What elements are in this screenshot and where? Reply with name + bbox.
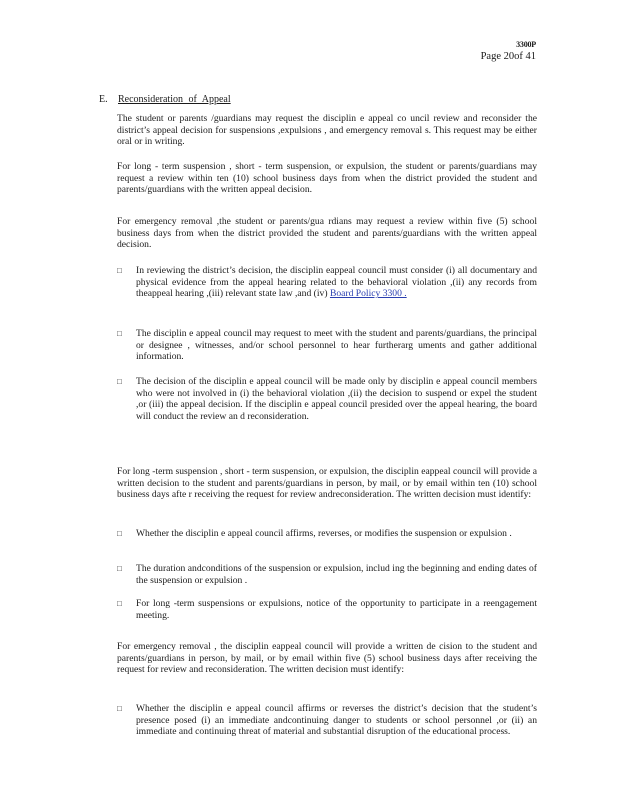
bullet-glyph: □ (117, 564, 122, 573)
bullet-affirms (117, 528, 537, 540)
bullet-text: The disciplin e appeal council may request to meet with the student and parents/guardians, the principal or designee , witnesses, and/or school personnel to hear furtherarg uments and gather additional information. (136, 328, 537, 363)
section-title: Reconsideration of Appeal (118, 94, 231, 105)
paragraph-long-term-request: For long - term suspension , short - term suspension, or expulsion, the student or parents/guardians may request a review within ten (10) school business days from when the district provided the student and parents/guardians with the written appeal decision. (117, 161, 537, 196)
bullet-reviewing (117, 265, 537, 300)
bullet-text: Whether the disciplin e appeal council affirms or reverses the district’s decision that the student’s presence posed (i) an immediate andcontinuing danger to students or school personnel ,or (ii) an immediate and continuing threat of material and substantial disruption of the educational process. (136, 703, 537, 738)
bullet-glyph: □ (117, 704, 122, 713)
bullet-text: Whether the disciplin e appeal council affirms, reverses, or modifies the suspension or expulsion . (136, 528, 512, 539)
section-heading (99, 94, 231, 105)
bullet-decision (117, 376, 537, 423)
bullet-glyph: □ (117, 266, 122, 275)
bullet-emergency-affirms (117, 703, 537, 738)
bullet-text: For long -term suspensions or expulsions, notice of the opportunity to participate in a reengagement meeting. (136, 598, 537, 621)
paragraph-request-review: The student or parents /guardians may request the disciplin e appeal co uncil review and reconsider the district’s appeal decision for suspensions ,expulsions , and emergency removal s. This request may be either oral or in writing. (117, 113, 537, 148)
bullet-text: In reviewing the district’s decision, the disciplin eappeal council must consider (i) all documentary and physical evidence from the appeal hearing related to the behavioral violation ,(ii) any records from theappeal hearing ,(iii) relevant state law ,and (iv) Board Policy 3300 . (136, 265, 537, 300)
bullet-meet (117, 328, 537, 363)
bullet-glyph: □ (117, 377, 122, 386)
policy-number: 3300P (516, 40, 536, 49)
section-letter: E. (99, 94, 108, 105)
paragraph-emergency-decision: For emergency removal , the disciplin eappeal council will provide a written de cision to the student and parents/guardians in person, by mail, or by email within five (5) school business days after receiving the request for review and reconsideration. The written decision must identify: (117, 641, 537, 676)
bullet-duration (117, 563, 537, 586)
bullet-reengagement (117, 598, 537, 621)
bullet-glyph: □ (117, 329, 122, 338)
paragraph-emergency-request: For emergency removal ,the student or parents/gua rdians may request a review within five (5) school business days from when the district provided the student and parents/guardians with the written appeal decision. (117, 216, 537, 251)
bullet-text: The duration andconditions of the suspension or expulsion, includ ing the beginning and ending dates of the suspension or expulsion . (136, 563, 537, 586)
board-policy-link[interactable]: Board Policy 3300 . (329, 288, 407, 300)
paragraph-long-term-decision: For long -term suspension , short - term suspension, or expulsion, the disciplin eappeal council will provide a written decision to the student and parents/guardians in person, by mail, or by email within ten (10) school business days afte r receiving the request for review andreconsideration. The written decision must identify: (117, 466, 537, 501)
bullet-glyph: □ (117, 529, 122, 538)
bullet-glyph: □ (117, 599, 122, 608)
bullet-text: The decision of the disciplin e appeal council will be made only by disciplin e appeal council members who were not involved in (i) the behavioral violation ,(ii) the decision to suspend or expel the student ,or (iii) the appeal decision. If the disciplin e appeal council presided over the appeal hearing, the board will conduct the review an d reconsideration. (136, 376, 537, 423)
page-number: Page 20of 41 (480, 51, 536, 62)
